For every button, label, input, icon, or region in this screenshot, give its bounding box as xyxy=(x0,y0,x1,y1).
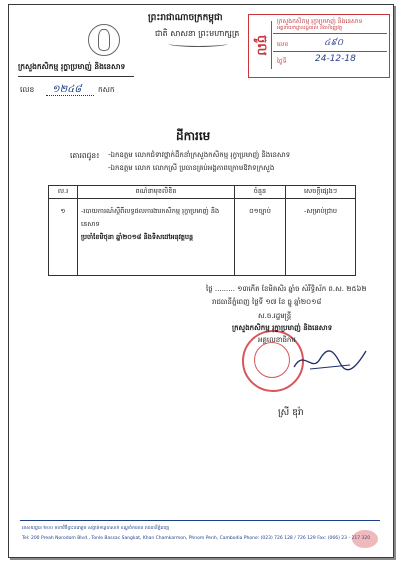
document-list-table xyxy=(48,185,356,276)
header-remarks: សេចក្តីផ្សេងៗ xyxy=(286,186,356,199)
signatory-position: អគ្គលេខាធិការ xyxy=(258,336,296,344)
stamp-divider xyxy=(273,51,387,52)
stamp-number-value: ៤៩០ xyxy=(324,38,344,48)
header-number: ល.រ xyxy=(49,186,78,199)
stamp-date-label: ថ្ងៃទី xyxy=(277,58,287,65)
footer-rule xyxy=(20,520,380,521)
table-header-row xyxy=(49,186,356,199)
reference-number-label: លេខ xyxy=(20,85,35,94)
stamp-date-value: 24-12-18 xyxy=(315,54,356,64)
stamp-incoming-word: ចូល xyxy=(251,21,272,69)
signatory-ministry: ក្រសួងកសិកម្ម រុក្ខាប្រមាញ់ និងនេសាទ xyxy=(232,324,333,332)
row-description-line-2: ប្រចាំខែមិថុនា ឆ្នាំ២០១៨ និងទិសដៅអនុវត្តបន្ត xyxy=(81,233,194,241)
stamp-divider xyxy=(273,33,387,34)
reference-number-value: ១២៤៨ xyxy=(52,84,82,95)
lunar-date: ថ្ងៃ ......... ១៣កើត ខែមិគសិរ ឆ្នាំច សំរឹទ្ធិស័ក ព.ស. ២៥៦២ xyxy=(206,285,367,293)
row-number: ១ xyxy=(49,199,78,276)
recipient-label: គោរពជូន៖ xyxy=(70,151,100,160)
ornament-divider xyxy=(168,40,228,47)
table-row xyxy=(49,199,356,276)
footer-address-khmer: អាសយដ្ឋាន ២០០ មហាវិថីព្រះនរោត្តម សង្កាត់ទន្លេបាសាក់ ខណ្ឌចំការមន រាជធានីភ្នំពេញ xyxy=(22,526,170,531)
row-description xyxy=(78,199,235,276)
footer-address-english: Tel: 200 Preah Norodom Blvd., Tonle Bassac Sangkat, Khan Chamkarmon, Phnom Penh, Cambodia Phone: (023) 726 128 / 726 129 Fax: (066) 23 - 217 320 xyxy=(22,536,371,541)
stamp-department: អគ្គនាយកដ្ឋានរដ្ឋបាល និងហិរញ្ញវត្ថុ xyxy=(277,25,343,31)
ministry-emblem-icon xyxy=(88,24,120,56)
signatory-for-title: ស.ច.រដ្ឋមន្ត្រី xyxy=(258,312,292,320)
kingdom-heading: ព្រះរាជាណាចក្រកម្ពុជា xyxy=(148,13,223,23)
row-quantity: ០១ច្បាប់ xyxy=(235,199,286,276)
solar-date: រាជធានីភ្នំពេញ ថ្ងៃទី ១៧ ខែ ធ្នូ ឆ្នាំ២០១៨ xyxy=(212,298,322,306)
recipient-line-2: -ឯកឧត្តម លោក លោកស្រី ប្រធានគ្រប់អង្គភាពក្រោមឱវាទក្រសួង xyxy=(108,164,275,172)
national-motto: ជាតិ សាសនា ព្រះមហាក្សត្រ xyxy=(155,29,240,38)
reference-number-line xyxy=(46,95,94,96)
recipient-line-1: -ឯកឧត្តម លោកជំទាវថ្នាក់ដឹកនាំក្រសួងកសិកម្ម រុក្ខាប្រមាញ់ និងនេសាទ xyxy=(108,151,291,159)
incoming-stamp xyxy=(248,14,390,78)
header-description: ពណ៌នាមុខលិខិត xyxy=(78,186,235,199)
header-quantity: ចំនួន xyxy=(235,186,286,199)
row-remarks: -សម្រាប់ជ្រាប xyxy=(286,199,356,276)
row-description-line-1: -របាយការណ៍ស្តីពីលទ្ធផលការងារកសិកម្ម រុក្ខាប្រមាញ់ និងនេសាទ xyxy=(81,207,220,228)
stamp-ministry: ក្រសួងកសិកម្ម រុក្ខាប្រមាញ់ និងនេសាទ xyxy=(277,18,363,25)
signatory-name: ស្រី ឌុរ៉ា xyxy=(278,408,304,418)
document-title: ដីការមេ xyxy=(176,129,211,143)
handwritten-signature-icon xyxy=(290,345,370,375)
ministry-name: ក្រសួងកសិកម្ម រុក្ខាប្រមាញ់ និងនេសាទ xyxy=(18,62,126,71)
reference-number-suffix: កសក xyxy=(98,85,115,94)
stamp-number-label: លេខ xyxy=(277,41,289,48)
footer-seal-mark-icon xyxy=(352,530,378,548)
ministry-underline xyxy=(18,76,134,77)
